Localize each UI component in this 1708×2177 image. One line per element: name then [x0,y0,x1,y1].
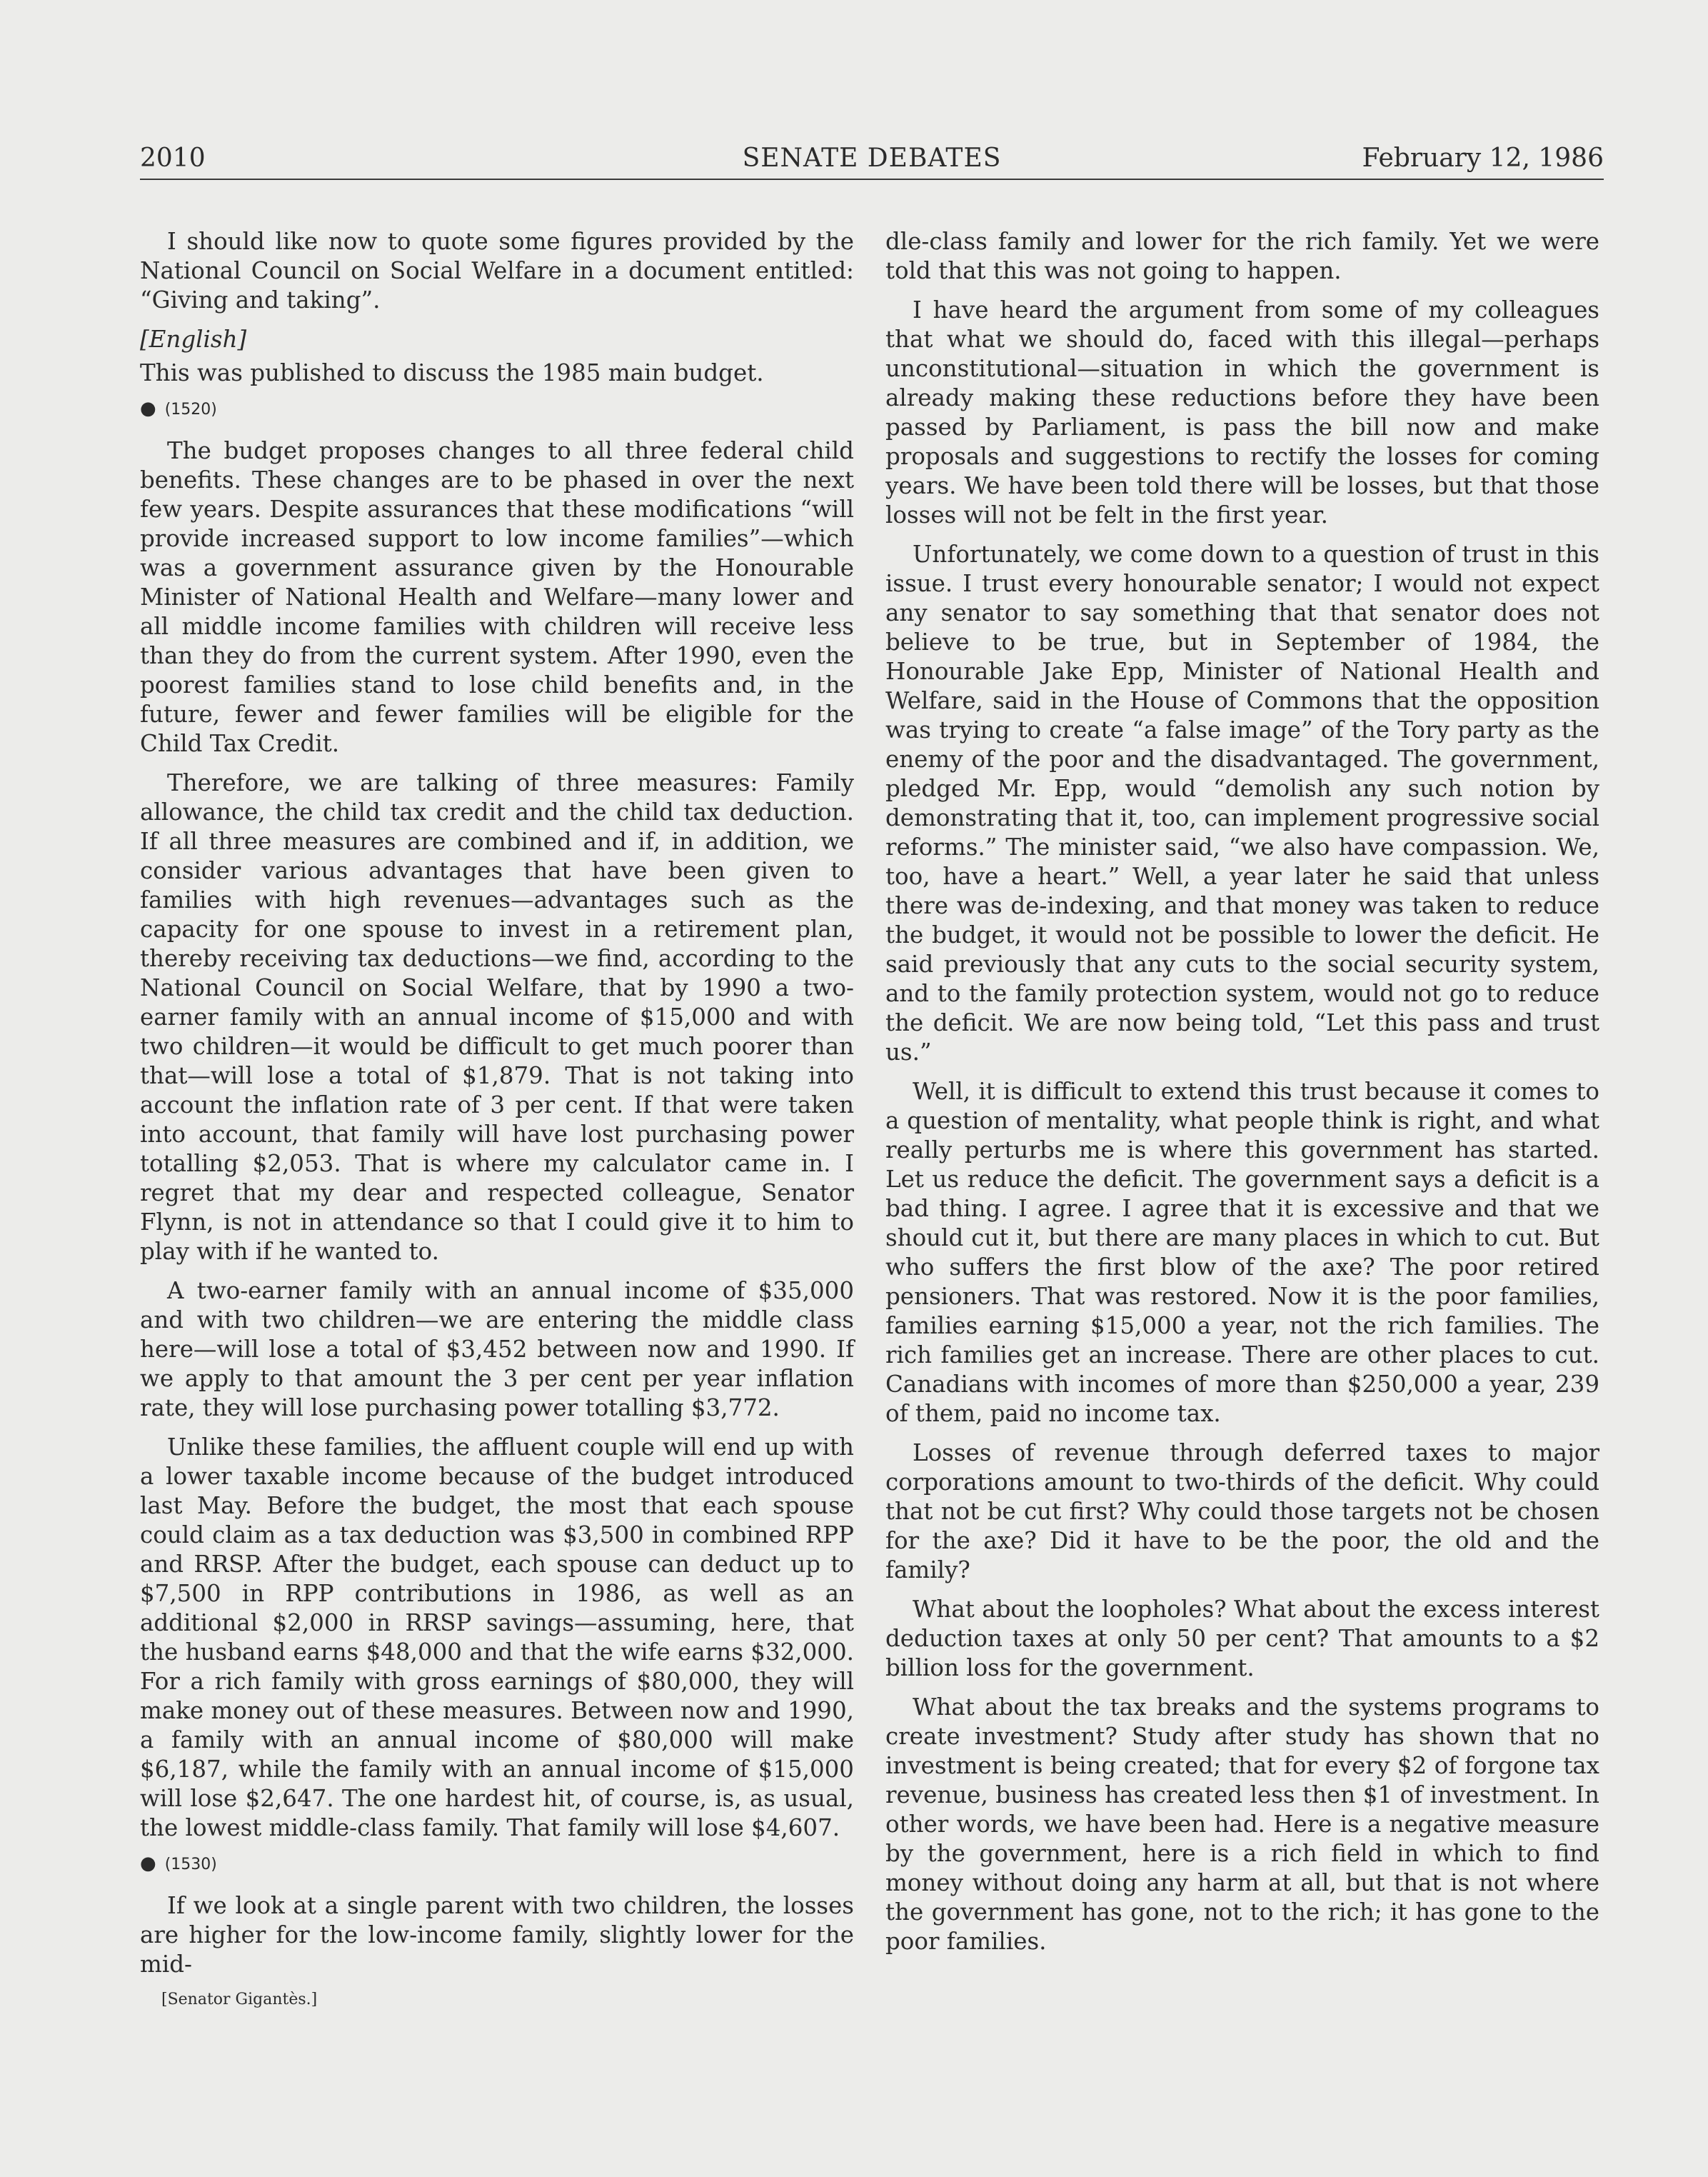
time-marker [140,1853,854,1876]
time-marker-label: (1530) [164,1856,217,1873]
paragraph: This was published to discuss the 1985 main budget. [140,359,764,386]
publication-title: SENATE DEBATES [742,144,1002,173]
time-marker [140,398,854,421]
time-marker-label: (1520) [164,401,217,419]
right-column [885,227,1599,1966]
paragraph: I have heard the argument from some of my colleagues that what we should do, faced with this illegal—perhaps unconstitutional—situation in which the government is already making these reductions before they have been passed by Parliament, is pass the bill now and make proposals and suggestions to rectify the losses for coming years. We have been told there will be losses, but that those losses will not be felt in the first year. [885,296,1599,529]
paragraph: Therefore, we are talking of three measures: Family allowance, the child tax credit and the child tax deduction. If all three measures are combined and if, in addition, we consider various advantages that have been given to families with high revenues—advantages such as the capacity for one spouse to invest in a retirement plan, thereby receiving tax deductions—we find, according to the National Council on Social Welfare, that by 1990 a two-earner family with an annual income of $15,000 and with two children—it would be difficult to get much poorer than that—will lose a total of $1,879. That is not taking into account the inflation rate of 3 per cent. If that were taken into account, that family will have lost purchasing power totalling $2,053. That is where my calculator came in. I regret that my dear and respected colleague, Senator Flynn, is not in attendance so that I could give it to him to play with if he wanted to. [140,769,854,1265]
language-tag: [English] [140,326,247,353]
paragraph: Losses of revenue through deferred taxes to major corporations amount to two-thirds of the deficit. Why could that not be cut first? Why could those targets not be chosen for the axe? Did it have to be the poor, the old and the family? [885,1439,1599,1583]
page-header [140,141,1604,180]
paragraph: Unlike these families, the affluent couple will end up with a lower taxable income because of the budget introduced last May. Before the budget, the most that each spouse could claim as a tax deduction was $3,500 in combined RPP and RRSP. After the budget, each spouse can deduct up to $7,500 in RPP contributions in 1986, as well as an additional $2,000 in RRSP savings—assuming, here, that the husband earns $48,000 and that the wife earns $32,000. For a rich family with gross earnings of $80,000, they will make money out of these measures. Between now and 1990, a family with an annual income of $80,000 will make $6,187, while the family with an annual income of $15,000 will lose $2,647. The one hardest hit, of course, is, as usual, the lowest middle-class family. That family will lose $4,607. [140,1433,854,1841]
paragraph: dle-class family and lower for the rich family. Yet we were told that this was not going to happen. [885,228,1599,284]
paragraph: Unfortunately, we come down to a question of trust in this issue. I trust every honourable senator; I would not expect any senator to say something that that senator does not believe to be true, but in September of 1984, the Honourable Jake Epp, Minister of National Health and Welfare, said in the House of Commons that the opposition was trying to create “a false image” of the Tory party as the enemy of the poor and the disadvantaged. The government, pledged Mr. Epp, would “demolish any such notion by demonstrating that it, too, can implement progressive social reforms.” The minister said, “we also have compassion. We, too, have a heart.” Well, a year later he said that unless there was de-indexing, and that money was taken to reduce the budget, it would not be possible to lower the deficit. He said previously that any cuts to the social security system, and to the family protection system, would not go to reduce the deficit. We are now being told, “Let this pass and trust us.” [885,541,1599,1066]
left-column [140,227,854,2011]
paragraph: What about the loopholes? What about the excess interest deduction taxes at only 50 per cent? That amounts to a $2 billion loss for the government. [885,1596,1599,1681]
publication-date: February 12, 1986 [1362,144,1604,173]
paragraph: What about the tax breaks and the systems programs to create investment? Study after study has shown that no investment is being created; that for every $2 of forgone tax revenue, business has created less then $1 of investment. In other words, we have been had. Here is a negative measure by the government, here is a rich field in which to find money without doing any harm at all, but that is not where the government has gone, not to the rich; it has gone to the poor families. [885,1693,1599,1955]
paragraph: I should like now to quote some figures provided by the National Council on Social Welfare in a document entitled: “Giving and taking”. [140,228,854,314]
bullet-icon: ● [140,398,156,419]
paragraph: Well, it is difficult to extend this trust because it comes to a question of mentality, what people think is right, and what really perturbs me is where this government has started. Let us reduce the deficit. The government says a deficit is a bad thing. I agree. I agree that it is excessive and that we should cut it, but there are many places in which to cut. But who suffers the first blow of the axe? The poor retired pensioners. That was restored. Now it is the poor families, families earning $15,000 a year, not the rich families. The rich families get an increase. There are other places to cut. Canadians with incomes of more than $250,000 a year, 239 of them, paid no income tax. [885,1078,1599,1427]
page-number: 2010 [140,144,206,173]
paragraph: The budget proposes changes to all three federal child benefits. These changes are to be phased in over the next few years. Despite assurances that these modifications “will provide increased support to low income families”—which was a government assurance given by the Honourable Minister of National Health and Welfare—many lower and all middle income families with children will receive less than they do from the current system. After 1990, even the poorest families stand to lose child benefits and, in the future, fewer and fewer families will be eligible for the Child Tax Credit. [140,437,854,757]
paragraph: If we look at a single parent with two children, the losses are higher for the low-income family, slightly lower for the mid- [140,1892,854,1978]
paragraph: A two-earner family with an annual income of $35,000 and with two children—we are entering the middle class here—will lose a total of $3,452 between now and 1990. If we apply to that amount the 3 per cent per year inflation rate, they will lose purchasing power totalling $3,772. [140,1277,854,1421]
bullet-icon: ● [140,1853,156,1874]
speaker-attribution: [Senator Gigantès.] [161,1991,318,2008]
